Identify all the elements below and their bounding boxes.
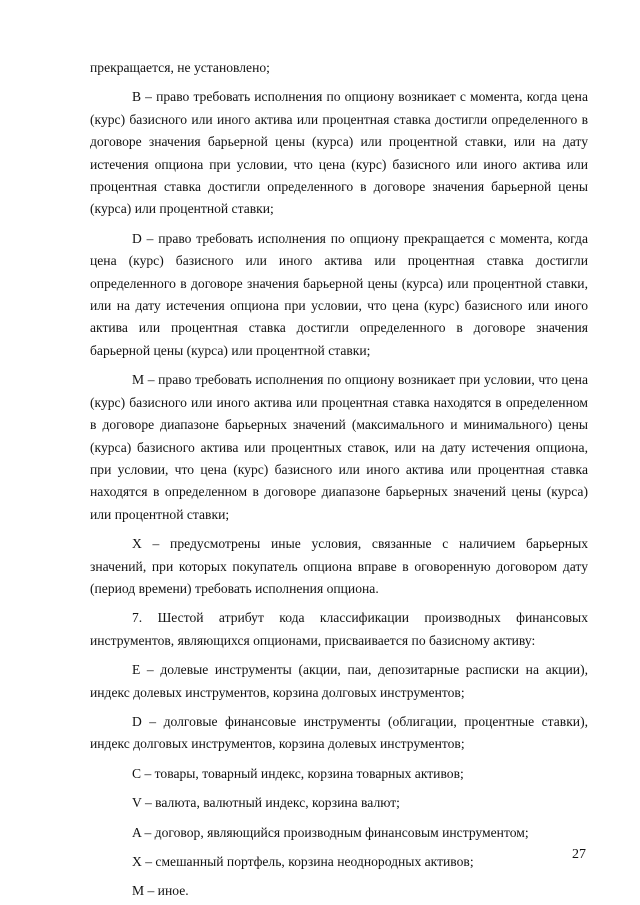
paragraph-option-x: X – предусмотрены иные условия, связанные с наличием барьерных значений, при которых покупатель опциона вправе в оговоренную договором дату (период времени) требовать исполнения опциона.: [90, 536, 588, 596]
paragraph-option-d: D – право требовать исполнения по опциону прекращается с момента, когда цена (курс) базисного или иного актива или процентная ставка достигли определенного в договоре значения барьерной цены (курса) или процентной ставки, или на дату истечения опциона при условии, что цена (курс) базисного или иного актива или процентная ставка достигли определенного в договоре значения барьерной цены (курса) или процентной ставки;: [90, 230, 588, 358]
paragraph-asset-e: E – долевые инструменты (акции, паи, депозитарные расписки на акции), индекс долевых инструментов, корзина долговых инструментов;: [90, 662, 588, 700]
paragraph-asset-c: C – товары, товарный индекс, корзина товарных активов;: [132, 765, 464, 781]
paragraph-asset-a: A – договор, являющийся производным финансовым инструментом;: [132, 824, 529, 840]
document-body: [90, 57, 588, 903]
paragraph-continuation: прекращается, не установлено;: [90, 60, 270, 75]
paragraph-option-m: M – право требовать исполнения по опциону возникает при условии, что цена (курс) базисного или иного актива или процентная ставка находятся в определенном в договоре диапазоне барьерных значений (максимального и минимального) цены (курса) базисного актива или процентных ставок, или на дату истечения опциона, при условии, что цена (курс) базисного или иного актива или процентная ставка находятся в определенном в договоре диапазоне барьерных значений цены (курса) или процентной ставки;: [90, 372, 588, 522]
paragraph-item-7: 7. Шестой атрибут кода классификации производных финансовых инструментов, являющихся опционами, присваивается по базисному активу:: [90, 610, 588, 648]
paragraph-asset-x: X – смешанный портфель, корзина неоднородных активов;: [132, 854, 474, 869]
paragraph-asset-d: D – долговые финансовые инструменты (облигации, процентные ставки), индекс долговых инструментов, корзина долевых инструментов;: [90, 713, 588, 752]
paragraph-asset-m: M – иное.: [132, 883, 189, 899]
page-number: 27: [572, 847, 586, 862]
paragraph-option-b: B – право требовать исполнения по опциону возникает с момента, когда цена (курс) базисного или иного актива или процентная ставка достигли определенного в договоре значения барьерной цены (курса) или процентной ставки, или на дату истечения опциона при условии, что цена (курс) базисного или иного актива или процентная ставка достигли определенного в договоре значения барьерной цены (курса) или процентной ставки;: [90, 89, 588, 217]
paragraph-asset-v: V – валюта, валютный индекс, корзина валют;: [132, 795, 400, 811]
